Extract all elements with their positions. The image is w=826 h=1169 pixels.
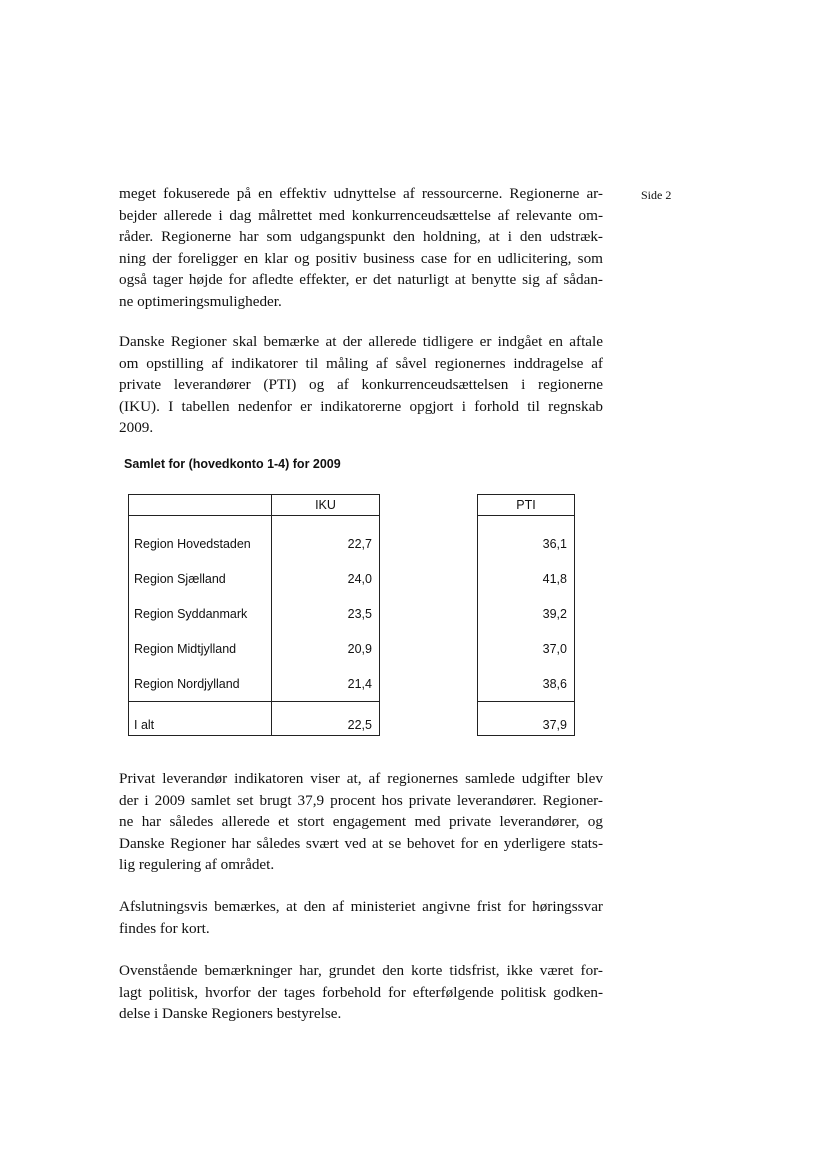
- text-line: råder. Regionerne har som udgangspunkt den holdning, at i den udstræk-: [119, 228, 603, 246]
- text-line: om opstilling af indikatorer til måling af såvel regionernes inddragelse af: [119, 354, 603, 372]
- iku-value: 21,4: [272, 666, 380, 702]
- column-spacer: [380, 495, 478, 516]
- column-spacer: [380, 702, 478, 736]
- paragraph-resource-focus: [119, 183, 603, 313]
- pti-value: 37,0: [478, 631, 575, 666]
- column-spacer: [380, 666, 478, 702]
- table-total-row: [129, 702, 575, 736]
- text-line: ne optimeringsmuligheder.: [119, 292, 282, 310]
- table-caption: Samlet for (hovedkonto 1-4) for 2009: [124, 457, 341, 471]
- paragraph-deadline: [119, 896, 603, 939]
- text-line: lig regulering af området.: [119, 856, 275, 874]
- region-name: Region Nordjylland: [129, 666, 272, 702]
- pti-value: 38,6: [478, 666, 575, 702]
- page-number-label: Side 2: [641, 188, 672, 202]
- text-line: Danske Regioner har således svært ved at se behovet for en yderligere stats-: [119, 834, 603, 852]
- table-header-row: [129, 495, 575, 516]
- text-line: delse i Danske Regioners bestyrelse.: [119, 1005, 342, 1023]
- pti-value: 39,2: [478, 596, 575, 631]
- paragraph-indicators: [119, 331, 603, 439]
- text-line: der i 2009 samlet set brugt 37,9 procent hos private leverandører. Regioner-: [119, 791, 603, 809]
- text-line: ning der foreligger en klar og positiv business case for en udlicitering, som: [119, 249, 603, 267]
- paragraph-private-supplier: [119, 768, 603, 876]
- text-line: Danske Regioner skal bemærke at der allerede tidligere er indgået en aftale: [119, 333, 603, 350]
- text-line: ne har således allerede et stort engagement med private leverandører, og: [119, 813, 603, 831]
- text-line: Ovenstående bemærkninger har, grundet den korte tidsfrist, ikke været for-: [119, 962, 603, 979]
- text-line: findes for kort.: [119, 919, 210, 937]
- text-line: meget fokuserede på en effektiv udnyttelse af ressourcerne. Regionerne ar-: [119, 185, 603, 202]
- column-header-pti: PTI: [478, 495, 575, 516]
- region-name: Region Sjælland: [129, 561, 272, 596]
- region-name: Region Hovedstaden: [129, 516, 272, 562]
- text-line: 2009.: [119, 419, 154, 437]
- iku-value: 22,7: [272, 516, 380, 562]
- table-row: [129, 631, 575, 666]
- iku-value: 20,9: [272, 631, 380, 666]
- paragraph-reservation: [119, 960, 603, 1025]
- iku-value: 24,0: [272, 561, 380, 596]
- table-row: [129, 516, 575, 562]
- column-spacer: [380, 596, 478, 631]
- table-row: [129, 596, 575, 631]
- text-line: private leverandører (PTI) og af konkurrenceudsættelsen i regionerne: [119, 376, 603, 394]
- text-line: Afslutningsvis bemærkes, at den af ministeriet angivne frist for høringssvar: [119, 898, 603, 915]
- text-line: (IKU). I tabellen nedenfor er indikatorerne opgjort i forhold til regnskab: [119, 397, 603, 415]
- indicator-table: [128, 494, 575, 736]
- column-spacer: [380, 561, 478, 596]
- table-row: [129, 666, 575, 702]
- text-line: Privat leverandør indikatoren viser at, af regionernes samlede udgifter blev: [119, 770, 603, 787]
- iku-value: 23,5: [272, 596, 380, 631]
- text-line: bejder allerede i dag målrettet med konkurrenceudsættelse af relevante om-: [119, 206, 603, 224]
- column-header-region: [129, 495, 272, 516]
- total-label: I alt: [129, 702, 272, 736]
- text-line: også tager højde for afledte effekter, er det naturligt at benytte sig af sådan-: [119, 271, 603, 289]
- region-name: Region Syddanmark: [129, 596, 272, 631]
- column-header-iku: IKU: [272, 495, 380, 516]
- table-row: [129, 561, 575, 596]
- iku-total: 22,5: [272, 702, 380, 736]
- region-name: Region Midtjylland: [129, 631, 272, 666]
- pti-value: 41,8: [478, 561, 575, 596]
- column-spacer: [380, 516, 478, 562]
- text-line: lagt politisk, hvorfor der tages forbehold for efterfølgende politisk godken-: [119, 983, 603, 1001]
- column-spacer: [380, 631, 478, 666]
- pti-value: 36,1: [478, 516, 575, 562]
- pti-total: 37,9: [478, 702, 575, 736]
